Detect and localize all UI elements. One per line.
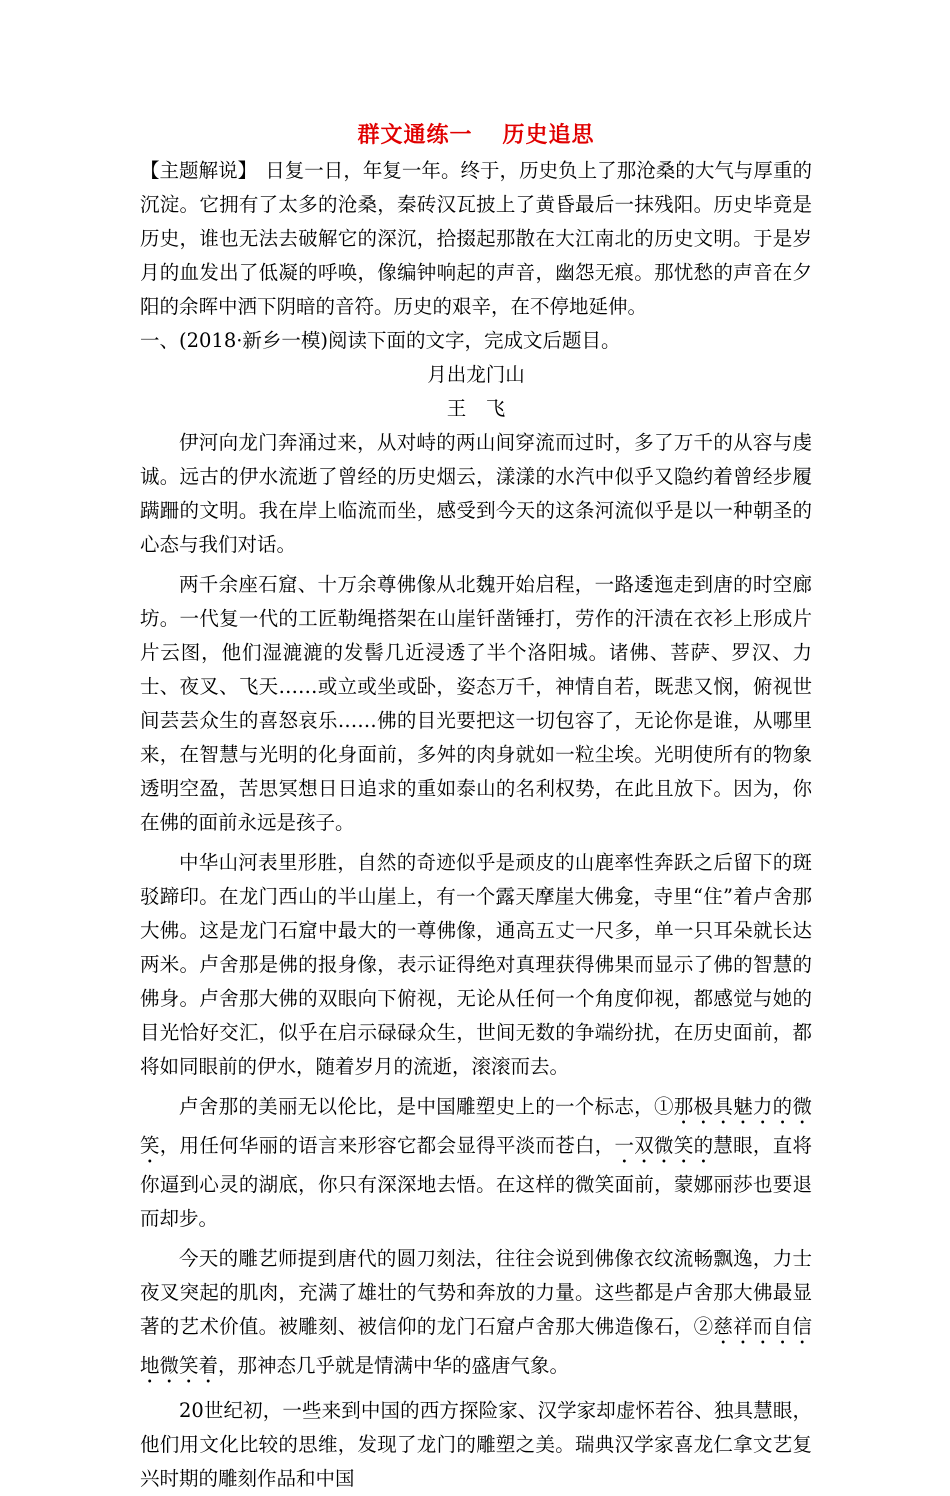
p4-emphasis-1: 那极具魅力的微笑	[140, 1095, 812, 1157]
p5-emphasis: 慈祥而自信地微笑着	[140, 1315, 812, 1377]
p5-text-a: 今天的雕艺师提到唐代的圆刀刻法，往往会说到佛像衣纹流畅飘逸，力士夜叉突起的肌肉，充满了雄壮的气势和奔放的力量。这些都是卢舍那大佛最显著的艺术价值。被雕刻、被信仰的龙门石窟卢舍那大佛造像石，②	[140, 1247, 812, 1338]
intro-text: 日复一日，年复一年。终于，历史负上了那沧桑的大气与厚重的沉淀。它拥有了太多的沧桑，秦砖汉瓦披上了黄昏最后一抹残阳。历史毕竟是历史，谁也无法去破解它的深沉，拾掇起那散在大江南北的历史文明。于是岁月的血发出了低凝的呼唤，像编钟响起的声音，幽怨无痕。那忧愁的声音在夕阳的余晖中洒下阴暗的音符。历史的艰辛，在不停地延伸。	[140, 159, 812, 318]
article-paragraph-6: 20世纪初，一些来到中国的西方探险家、汉学家却虚怀若谷、独具慧眼，他们用文化比较的思维，发现了龙门的雕塑之美。瑞典汉学家喜龙仁拿文艺复兴时期的雕刻作品和中国	[140, 1399, 812, 1490]
intro-paragraph	[140, 154, 812, 324]
article-paragraph-4	[140, 1090, 812, 1236]
article-paragraph-2: 两千余座石窟、十万余尊佛像从北魏开始启程，一路逶迤走到唐的时空廊坊。一代复一代的工匠勒绳搭架在山崖钎凿锤打，劳作的汗渍在衣衫上形成片片云图，他们湿漉漉的发髻几近浸透了半个洛阳城。诸佛、菩萨、罗汉、力士、夜叉、飞天……或立或坐或卧，姿态万千，神情自若，既悲又悯，俯视世间芸芸众生的喜怒哀乐……佛的目光要把这一切包容了，无论你是谁，从哪里来，在智慧与光明的化身面前，多舛的肉身就如一粒尘埃。光明使所有的物象透明空盈，苦思冥想日日追求的重如泰山的名利权势，在此且放下。因为，你在佛的面前永远是孩子。	[140, 573, 812, 834]
p4-emphasis-2: 一双微笑的	[614, 1134, 714, 1157]
article-paragraph-3: 中华山河表里形胜，自然的奇迹似乎是顽皮的山鹿率性奔跃之后留下的斑驳蹄印。在龙门西山的半山崖上，有一个露天摩崖大佛龛，寺里“住”着卢舍那大佛。这是龙门石窟中最大的一尊佛像，通高五丈一尺多，单一只耳朵就长达两米。卢舍那是佛的报身像，表示证得绝对真理获得佛果而显示了佛的智慧的佛身。卢舍那大佛的双眼向下俯视，无论从任何一个角度仰视，都感觉与她的目光恰好交汇，似乎在启示碌碌众生，世间无数的争端纷扰，在历史面前，都将如同眼前的伊水，随着岁月的流逝，滚滚而去。	[140, 851, 812, 1078]
page-title	[140, 120, 812, 150]
p4-text-a: 卢舍那的美丽无以伦比，是中国雕塑史上的一个标志，①	[179, 1095, 674, 1118]
article-title: 月出龙门山	[427, 363, 525, 386]
p5-text-b: ，那神态几乎就是情满中华的盛唐气象。	[218, 1354, 570, 1377]
article-author: 王 飞	[446, 397, 506, 420]
title-part1: 群文通练一	[357, 122, 473, 148]
intro-label: 【主题解说】	[140, 159, 258, 182]
title-part2: 历史追思	[502, 122, 595, 148]
article-paragraph-1: 伊河向龙门奔涌过来，从对峙的两山间穿流而过时，多了万千的从容与虔诚。远古的伊水流逝了曾经的历史烟云，漾漾的水汽中似乎又隐约着曾经步履蹒跚的文明。我在岸上临流而坐，感受到今天的这条河流似乎是以一种朝圣的心态与我们对话。	[140, 431, 812, 556]
p4-text-c: 慧眼，直将你逼到心灵的湖底，你只有深深地去悟。在这样的微笑面前，蒙娜丽莎也要退而却步。	[140, 1134, 812, 1230]
question-line: 一、(2018·新乡一模)阅读下面的文字，完成文后题目。	[140, 329, 621, 352]
article-paragraph-5	[140, 1242, 812, 1388]
p4-text-b: ，用任何华丽的语言来形容它都会显得平淡而苍白，	[159, 1134, 615, 1157]
